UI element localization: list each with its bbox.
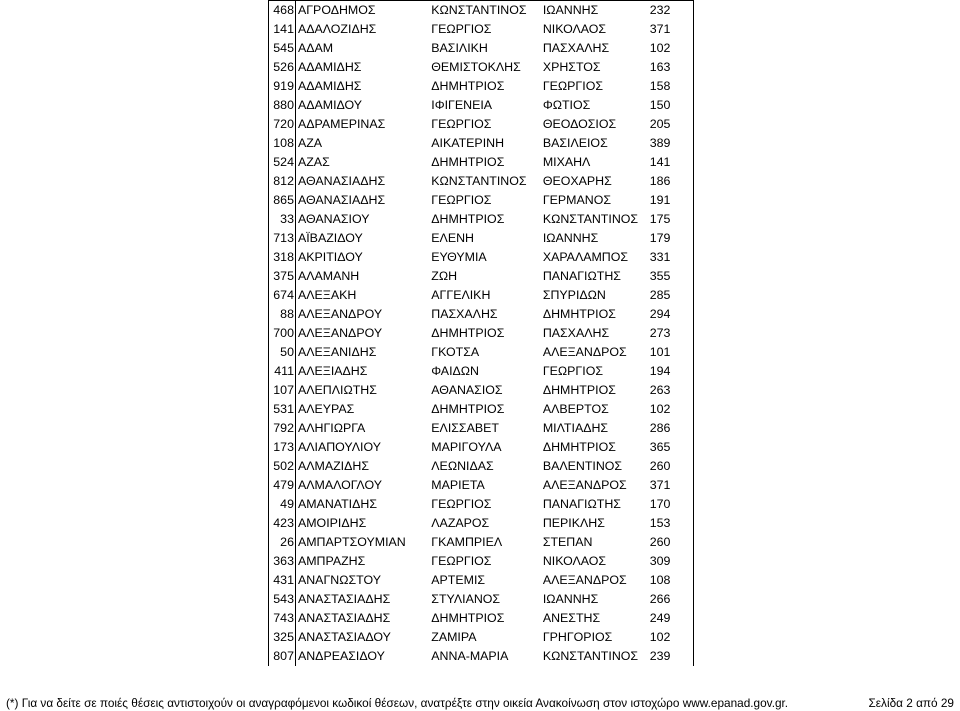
- surname-cell: ΑΖΑΣ: [297, 155, 330, 169]
- surname-cell: ΑΔΑΜΙΔΟΥ: [297, 98, 363, 112]
- table-row: [269, 248, 694, 267]
- table-row: [269, 324, 694, 343]
- position-code-cell: 479: [269, 476, 296, 495]
- position-code-cell: 26: [269, 533, 296, 552]
- table-row: [269, 381, 694, 400]
- score-cell: 294: [641, 305, 693, 324]
- position-code-cell: 545: [269, 39, 296, 58]
- table-row: [269, 96, 694, 115]
- first-name-cell: ΛΕΩΝΙΔΑΣ: [431, 459, 494, 473]
- score-cell: 163: [641, 58, 693, 77]
- position-code-cell: 713: [269, 229, 296, 248]
- table-row: [269, 647, 694, 666]
- position-code-cell: 674: [269, 286, 296, 305]
- first-name-cell: ΒΑΣΙΛΙΚΗ: [431, 41, 488, 55]
- father-name-cell: ΠΑΣΧΑΛΗΣ: [542, 41, 610, 55]
- position-code-cell: 173: [269, 438, 296, 457]
- table-row: [269, 514, 694, 533]
- surname-cell: ΑΛΕΠΛΙΩΤΗΣ: [297, 383, 377, 397]
- father-name-cell: ΔΗΜΗΤΡΙΟΣ: [542, 383, 616, 397]
- table-row: [269, 400, 694, 419]
- table-row: [269, 1, 694, 21]
- father-name-cell: ΜΙΛΤΙΑΔΗΣ: [542, 421, 609, 435]
- table-row: [269, 495, 694, 514]
- father-name-cell: ΠΑΣΧΑΛΗΣ: [542, 326, 610, 340]
- surname-cell: ΑΜΠΑΡΤΣΟΥΜΙΑΝ: [297, 535, 406, 549]
- score-cell: 158: [641, 77, 693, 96]
- position-code-cell: 375: [269, 267, 296, 286]
- position-code-cell: 107: [269, 381, 296, 400]
- surname-cell: ΑΔΑΜΙΔΗΣ: [297, 60, 362, 74]
- first-name-cell: ΔΗΜΗΤΡΙΟΣ: [431, 326, 505, 340]
- first-name-cell: ΓΚΟΤΣΑ: [431, 345, 480, 359]
- position-code-cell: 792: [269, 419, 296, 438]
- position-code-cell: 531: [269, 400, 296, 419]
- father-name-cell: ΔΗΜΗΤΡΙΟΣ: [542, 307, 616, 321]
- score-cell: 150: [641, 96, 693, 115]
- first-name-cell: ΦΑΙΔΩΝ: [431, 364, 480, 378]
- position-code-cell: 919: [269, 77, 296, 96]
- first-name-cell: ΙΦΙΓΕΝΕΙΑ: [431, 98, 493, 112]
- first-name-cell: ΔΗΜΗΤΡΙΟΣ: [431, 155, 505, 169]
- score-cell: 309: [641, 552, 693, 571]
- score-cell: 273: [641, 324, 693, 343]
- surname-cell: ΑΔΡΑΜΕΡΙΝΑΣ: [297, 117, 386, 131]
- score-cell: 153: [641, 514, 693, 533]
- position-code-cell: 50: [269, 343, 296, 362]
- position-code-cell: 700: [269, 324, 296, 343]
- first-name-cell: ΑΡΤΕΜΙΣ: [431, 573, 486, 587]
- position-code-cell: 468: [269, 1, 296, 21]
- table-row: [269, 77, 694, 96]
- surname-cell: ΑΓΡΟΔΗΜΟΣ: [295, 1, 428, 21]
- score-cell: 263: [641, 381, 693, 400]
- surname-cell: ΑΝΑΣΤΑΣΙΑΔΗΣ: [297, 611, 391, 625]
- first-name-cell: ΜΑΡΙΕΤΑ: [431, 478, 485, 492]
- first-name-cell: ΖΑΜΙΡΑ: [431, 630, 477, 644]
- father-name-cell: ΠΑΝΑΓΙΩΤΗΣ: [542, 269, 621, 283]
- page-number: Σελίδα 2 από 29: [868, 696, 954, 710]
- position-code-cell: 502: [269, 457, 296, 476]
- surname-cell: ΑΛΕΞΙΑΔΗΣ: [297, 364, 368, 378]
- surname-cell: ΑΔΑΛΟΖΙΔΗΣ: [297, 22, 377, 36]
- position-code-cell: 743: [269, 609, 296, 628]
- table-row: [269, 571, 694, 590]
- score-cell: 331: [641, 248, 693, 267]
- father-name-cell: ΙΩΑΝΝΗΣ: [542, 592, 599, 606]
- table-row: [269, 419, 694, 438]
- first-name-cell: ΛΑΖΑΡΟΣ: [431, 516, 490, 530]
- first-name-cell: ΖΩΗ: [431, 269, 458, 283]
- first-name-cell: ΘΕΜΙΣΤΟΚΛΗΣ: [431, 60, 521, 74]
- father-name-cell: ΑΛΕΞΑΝΔΡΟΣ: [542, 478, 627, 492]
- position-code-cell: 363: [269, 552, 296, 571]
- score-cell: 260: [641, 533, 693, 552]
- position-code-cell: 49: [269, 495, 296, 514]
- position-code-cell: 325: [269, 628, 296, 647]
- score-cell: 260: [641, 457, 693, 476]
- father-name-cell: ΓΕΡΜΑΝΟΣ: [542, 193, 611, 207]
- position-code-cell: 524: [269, 153, 296, 172]
- score-cell: 179: [641, 229, 693, 248]
- surname-cell: ΑΝΔΡΕΑΣΙΔΟΥ: [297, 649, 385, 663]
- position-code-cell: 108: [269, 134, 296, 153]
- surname-cell: ΑΜΟΙΡΙΔΗΣ: [297, 516, 367, 530]
- surname-cell: ΑΝΑΓΝΩΣΤΟΥ: [297, 573, 381, 587]
- page-footer: [6, 696, 956, 710]
- score-cell: 102: [641, 400, 693, 419]
- position-code-cell: 880: [269, 96, 296, 115]
- score-cell: 194: [641, 362, 693, 381]
- first-name-cell: ΚΩΝΣΤΑΝΤΙΝΟΣ: [431, 174, 527, 188]
- table-row: [269, 305, 694, 324]
- score-cell: 186: [641, 172, 693, 191]
- first-name-cell: ΓΕΩΡΓΙΟΣ: [431, 22, 492, 36]
- position-code-cell: 720: [269, 115, 296, 134]
- score-cell: 101: [641, 343, 693, 362]
- position-code-cell: 411: [269, 362, 296, 381]
- position-code-cell: 807: [269, 647, 296, 666]
- position-code-cell: 812: [269, 172, 296, 191]
- score-cell: 170: [641, 495, 693, 514]
- father-name-cell: ΘΕΟΧΑΡΗΣ: [542, 174, 612, 188]
- first-name-cell: ΠΑΣΧΑΛΗΣ: [431, 307, 498, 321]
- table-row: [269, 609, 694, 628]
- father-name-cell: ΝΙΚΟΛΑΟΣ: [542, 22, 607, 36]
- first-name-cell: ΔΗΜΗΤΡΙΟΣ: [431, 79, 505, 93]
- surname-cell: ΑΛΗΓΙΩΡΓΑ: [297, 421, 366, 435]
- position-code-cell: 33: [269, 210, 296, 229]
- father-name-cell: ΚΩΝΣΤΑΝΤΙΝΟΣ: [542, 649, 639, 663]
- score-cell: 108: [641, 571, 693, 590]
- first-name-cell: ΚΩΝΣΤΑΝΤΙΝΟΣ: [428, 1, 540, 21]
- surname-cell: ΑΝΑΣΤΑΣΙΑΔΟΥ: [297, 630, 391, 644]
- score-cell: 371: [641, 476, 693, 495]
- score-cell: 141: [641, 153, 693, 172]
- father-name-cell: ΒΑΛΕΝΤΙΝΟΣ: [542, 459, 623, 473]
- surname-cell: ΑΛΜΑΛΟΓΛΟΥ: [297, 478, 382, 492]
- father-name-cell: ΑΛΕΞΑΝΔΡΟΣ: [542, 345, 627, 359]
- surname-cell: ΑΛΕΞΑΝΔΡΟΥ: [297, 326, 383, 340]
- father-name-cell: ΧΡΗΣΤΟΣ: [542, 60, 601, 74]
- surname-cell: ΑΘΑΝΑΣΙΟΥ: [297, 212, 370, 226]
- father-name-cell: ΦΩΤΙΟΣ: [542, 98, 591, 112]
- table-row: [269, 552, 694, 571]
- first-name-cell: ΑΓΓΕΛΙΚΗ: [431, 288, 491, 302]
- father-name-cell: ΓΕΩΡΓΙΟΣ: [542, 79, 603, 93]
- position-code-cell: 318: [269, 248, 296, 267]
- father-name-cell: ΧΑΡΑΛΑΜΠΟΣ: [542, 250, 629, 264]
- position-code-cell: 141: [269, 20, 296, 39]
- first-name-cell: ΑΘΑΝΑΣΙΟΣ: [431, 383, 503, 397]
- first-name-cell: ΓΕΩΡΓΙΟΣ: [431, 193, 492, 207]
- first-name-cell: ΕΛΕΝΗ: [431, 231, 474, 245]
- father-name-cell: ΑΛΒΕΡΤΟΣ: [542, 402, 609, 416]
- table-row: [269, 457, 694, 476]
- score-cell: 175: [641, 210, 693, 229]
- table-row: [269, 39, 694, 58]
- score-cell: 371: [641, 20, 693, 39]
- position-code-cell: 526: [269, 58, 296, 77]
- score-cell: 286: [641, 419, 693, 438]
- score-cell: 205: [641, 115, 693, 134]
- surname-cell: ΑΚΡΙΤΙΔΟΥ: [297, 250, 363, 264]
- father-name-cell: ΔΗΜΗΤΡΙΟΣ: [542, 440, 616, 454]
- father-name-cell: ΒΑΣΙΛΕΙΟΣ: [542, 136, 608, 150]
- surname-cell: ΑΛΕΞΑΝΔΡΟΥ: [297, 307, 383, 321]
- first-name-cell: ΓΕΩΡΓΙΟΣ: [431, 554, 492, 568]
- surname-cell: ΑΛΕΞΑΚΗ: [297, 288, 357, 302]
- first-name-cell: ΕΛΙΣΣΑΒΕΤ: [431, 421, 499, 435]
- table-row: [269, 343, 694, 362]
- first-name-cell: ΑΙΚΑΤΕΡΙΝΗ: [431, 136, 505, 150]
- surname-cell: ΑΔΑΜ: [297, 41, 334, 55]
- table-row: [269, 210, 694, 229]
- table-row: [269, 590, 694, 609]
- footer-note: (*) Για να δείτε σε ποιές θέσεις αντιστοιχούν οι αναγραφόμενοι κωδικοί θέσεων, ανατρέξτε στην οικεία Ανακοίνωση στον ιστοχώρο www.epanad.gov.gr.: [6, 696, 789, 710]
- table-row: [269, 134, 694, 153]
- father-name-cell: ΙΩΑΝΝΗΣ: [542, 231, 599, 245]
- surname-cell: ΑΛΕΞΑΝΙΔΗΣ: [297, 345, 377, 359]
- score-cell: 285: [641, 286, 693, 305]
- table-row: [269, 172, 694, 191]
- father-name-cell: ΣΤΕΠΑΝ: [542, 535, 593, 549]
- position-code-cell: 423: [269, 514, 296, 533]
- father-name-cell: ΚΩΝΣΤΑΝΤΙΝΟΣ: [542, 212, 639, 226]
- father-name-cell: ΝΙΚΟΛΑΟΣ: [542, 554, 607, 568]
- first-name-cell: ΓΕΩΡΓΙΟΣ: [431, 497, 492, 511]
- surname-cell: ΑΛΜΑΖΙΔΗΣ: [297, 459, 369, 473]
- table-row: [269, 153, 694, 172]
- father-name-cell: ΙΩΑΝΝΗΣ: [540, 1, 641, 21]
- father-name-cell: ΜΙΧΑΗΛ: [542, 155, 591, 169]
- results-sheet: [268, 0, 694, 666]
- surname-cell: ΑΪΒΑΖΙΔΟΥ: [297, 231, 363, 245]
- table-row: [269, 286, 694, 305]
- father-name-cell: ΑΝΕΣΤΗΣ: [542, 611, 601, 625]
- surname-cell: ΑΝΑΣΤΑΣΙΑΔΗΣ: [297, 592, 391, 606]
- score-cell: 102: [641, 39, 693, 58]
- position-code-cell: 88: [269, 305, 296, 324]
- surname-cell: ΑΛΙΑΠΟΥΛΙΟΥ: [297, 440, 381, 454]
- father-name-cell: ΣΠΥΡΙΔΩΝ: [542, 288, 606, 302]
- position-code-cell: 431: [269, 571, 296, 590]
- table-row: [269, 362, 694, 381]
- score-cell: 365: [641, 438, 693, 457]
- father-name-cell: ΓΡΗΓΟΡΙΟΣ: [542, 630, 613, 644]
- surname-cell: ΑΛΕΥΡΑΣ: [297, 402, 355, 416]
- position-code-cell: 543: [269, 590, 296, 609]
- table-row: [269, 191, 694, 210]
- table-row: [269, 628, 694, 647]
- table-row: [269, 267, 694, 286]
- father-name-cell: ΑΛΕΞΑΝΔΡΟΣ: [542, 573, 627, 587]
- table-row: [269, 533, 694, 552]
- position-code-cell: 865: [269, 191, 296, 210]
- surname-cell: ΑΜΠΡΑΖΗΣ: [297, 554, 366, 568]
- first-name-cell: ΔΗΜΗΤΡΙΟΣ: [431, 402, 505, 416]
- father-name-cell: ΠΕΡΙΚΛΗΣ: [542, 516, 605, 530]
- results-table: [268, 0, 694, 666]
- first-name-cell: ΔΗΜΗΤΡΙΟΣ: [431, 212, 505, 226]
- surname-cell: ΑΘΑΝΑΣΙΑΔΗΣ: [297, 193, 386, 207]
- father-name-cell: ΓΕΩΡΓΙΟΣ: [542, 364, 603, 378]
- score-cell: 232: [641, 1, 693, 21]
- table-row: [269, 229, 694, 248]
- score-cell: 239: [641, 647, 693, 666]
- score-cell: 266: [641, 590, 693, 609]
- first-name-cell: ΓΕΩΡΓΙΟΣ: [431, 117, 492, 131]
- table-row: [269, 115, 694, 134]
- score-cell: 389: [641, 134, 693, 153]
- first-name-cell: ΔΗΜΗΤΡΙΟΣ: [431, 611, 505, 625]
- surname-cell: ΑΖΑ: [297, 136, 323, 150]
- surname-cell: ΑΛΑΜΑΝΗ: [297, 269, 360, 283]
- table-row: [269, 476, 694, 495]
- results-table-body: [269, 1, 694, 667]
- father-name-cell: ΠΑΝΑΓΙΩΤΗΣ: [542, 497, 621, 511]
- surname-cell: ΑΜΑΝΑΤΙΔΗΣ: [297, 497, 378, 511]
- first-name-cell: ΓΚΑΜΠΡΙΕΛ: [431, 535, 503, 549]
- first-name-cell: ΣΤΥΛΙΑΝΟΣ: [431, 592, 501, 606]
- father-name-cell: ΘΕΟΔΟΣΙΟΣ: [542, 117, 617, 131]
- first-name-cell: ΜΑΡΙΓΟΥΛΑ: [431, 440, 502, 454]
- score-cell: 249: [641, 609, 693, 628]
- table-row: [269, 438, 694, 457]
- first-name-cell: ΑΝΝΑ-ΜΑΡΙΑ: [431, 649, 509, 663]
- surname-cell: ΑΘΑΝΑΣΙΑΔΗΣ: [297, 174, 386, 188]
- first-name-cell: ΕΥΘΥΜΙΑ: [431, 250, 487, 264]
- table-row: [269, 58, 694, 77]
- table-row: [269, 20, 694, 39]
- score-cell: 102: [641, 628, 693, 647]
- score-cell: 355: [641, 267, 693, 286]
- score-cell: 191: [641, 191, 693, 210]
- surname-cell: ΑΔΑΜΙΔΗΣ: [297, 79, 362, 93]
